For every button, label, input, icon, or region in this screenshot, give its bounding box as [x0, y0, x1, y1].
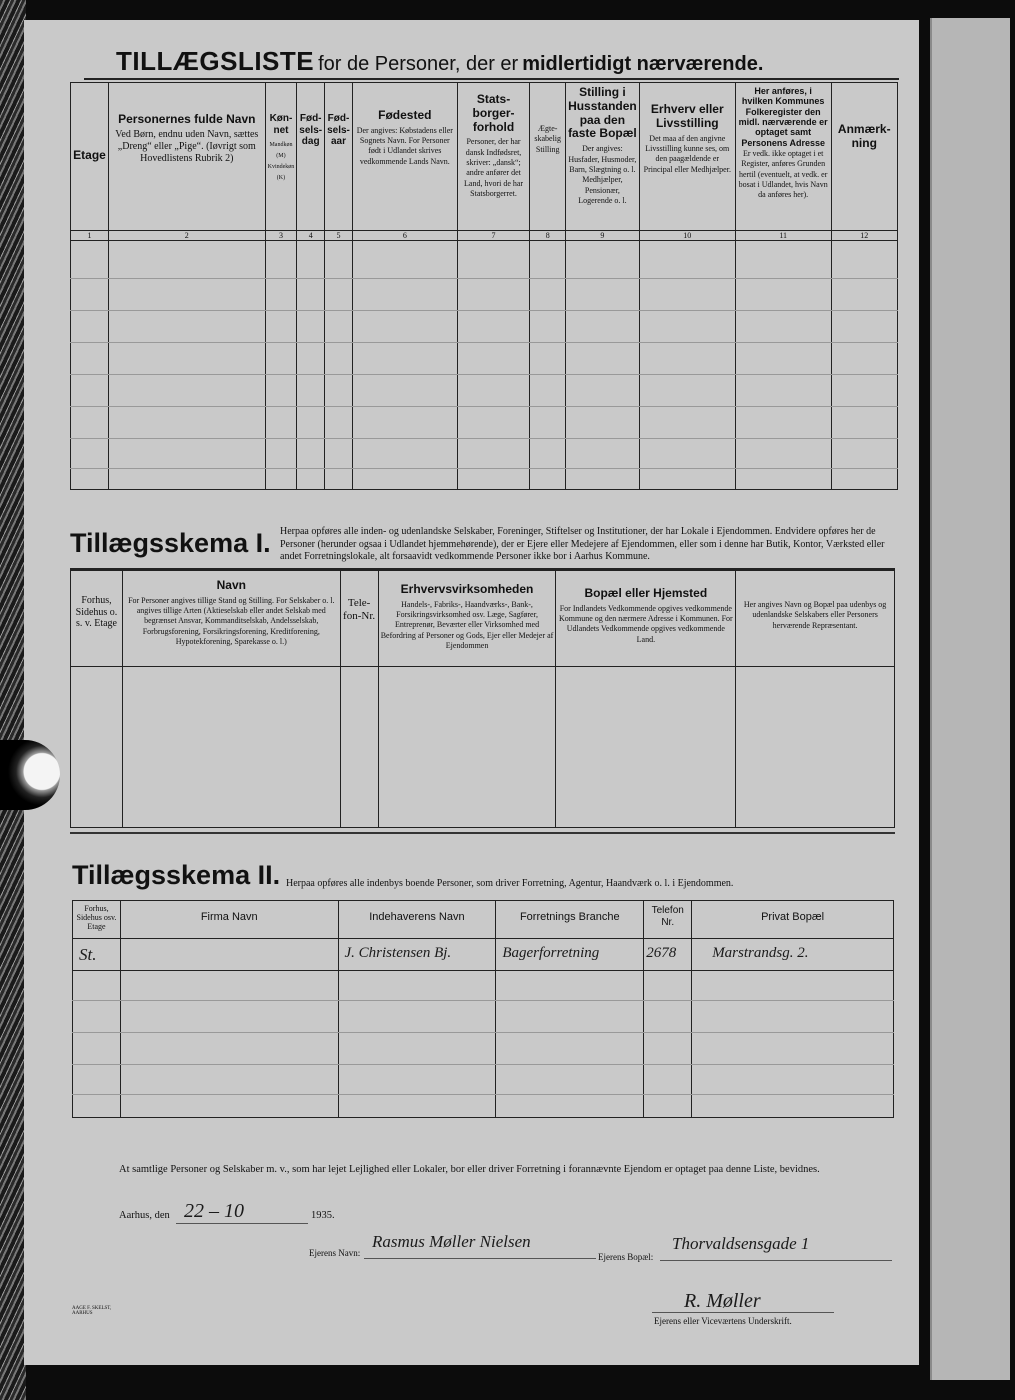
- footer-year: 1935.: [311, 1210, 335, 1221]
- s1-col-residence: Bopæl eller Hjemsted For Indlandets Vedkommende opgives vedkommende Kommune og den nærmere Adresse i Kommunen. For Udlandets Vedkommende opgives vedkommende Land.: [556, 571, 736, 667]
- col-header-remark: Anmærk-ning: [831, 83, 897, 231]
- schema1-header-row: [71, 571, 895, 667]
- col-header-birthyear: Fød-sels-aar: [325, 83, 353, 231]
- schema1-intro: Herpaa opføres alle inden- og udenlandske Selskaber, Foreninger, Stiftelser og Institutioner, der har Lokale i Ejendommen. Endvidere opføres her de Personer (herunder ogsaa i Udlandet hjemmehørende), der er Ejere eller Medejere af Ejendommen, eller som i denne har Butik, Kontor, Værksted eller andet Forretningslokale, alt forsaavidt vedkommende Personer ikke bor i Aarhus Kommune.: [280, 526, 885, 562]
- col-header-marital: Ægte-skabelig Stilling: [530, 83, 566, 231]
- schema2-table: [72, 900, 894, 1118]
- s1-col-etage: Forhus, Sidehus o. s. v. Etage: [71, 571, 123, 667]
- s2-entry-etage: St.: [73, 939, 121, 971]
- col-header-citizenship: Stats-borger-forhold Personer, der har dansk Indfødsret, skriver: „dansk“; andre anfører det Land, hvori de har Statsborgerret.: [457, 83, 530, 231]
- column-number-row: 1 2 3 4 5 6 7 8 9 10 11 12: [71, 231, 898, 241]
- col-header-etage: Etage: [71, 83, 109, 231]
- signature-label: Ejerens eller Viceværtens Underskrift.: [654, 1316, 792, 1326]
- owner-name-label: Ejerens Navn:: [309, 1248, 361, 1258]
- title-subtitle-bold: midlertidigt nærværende.: [522, 53, 764, 75]
- s2-entry-branch: Bagerforretning: [496, 939, 644, 971]
- col-header-birthplace: Fødested Der angives: Købstadens eller Sognets Navn. For Personer født i Udlandet skrives vedkommende Lands Navn.: [352, 83, 457, 231]
- schema2-entry-row: [73, 939, 894, 971]
- col-header-register: Her anføres, i hvilken Kommunes Folkeregister den midl. nærværende er optaget samt Personens Adresse Er vedk. ikke optaget i et Register, anføres Grunden hertil (eventuelt, at vedk. er bosat i Udlandet, hvis Navn da anføres her).: [735, 83, 831, 231]
- s2-col-firm: Firma Navn: [120, 901, 338, 939]
- printer-imprint: AAGE F. SKELST, AARHUS: [72, 1306, 112, 1316]
- main-header-row: [71, 83, 898, 231]
- owner-name-hand: Rasmus Møller Nielsen: [372, 1232, 531, 1251]
- s1-col-business: Erhvervsvirksomheden Handels-, Fabriks-, Haandværks-, Bank-, Forsikringsvirksomhed osv. Læge, Sagfører, Entreprenør, Beværter eller Virksomhed med Befordring af Personer og Gods, Ejer eller Medejer af Ejendommen: [378, 571, 556, 667]
- s2-col-etage: Forhus, Sidehus osv. Etage: [73, 901, 121, 939]
- main-table: [70, 82, 898, 490]
- col-header-occupation: Erhverv eller Livsstilling Det maa af den angivne Livsstilling kunne ses, om den paagældende er Principal eller Medhjælper.: [639, 83, 735, 231]
- s2-entry-address: Marstrandsg. 2.: [692, 939, 894, 971]
- s1-col-name: Navn For Personer angives tillige Stand og Stilling. For Selskaber o. l. angives tillige Arten (Aktieselskab eller andet Selskab med begrænset Ansvar, Kommanditselskab, Andelsselskab, Forbrugsforening, Forsikringsforening, Kreditforening, Hypotekforening, Sparekasse o. l.): [122, 571, 340, 667]
- s2-entry-phone: 2678: [644, 939, 692, 971]
- footer-date-hand: 22 – 10: [184, 1200, 244, 1222]
- col-header-household: Stilling i Husstanden paa den faste Bopæl Der angives: Husfader, Husmoder, Barn, Slægtning o. l. Medhjælper, Pensionær, Logerende o. l.: [566, 83, 640, 231]
- owner-address-hand: Thorvaldsensgade 1: [672, 1234, 810, 1253]
- s2-entry-owner: J. Christensen Bj.: [338, 939, 496, 971]
- schema2-header-row: [73, 901, 894, 939]
- next-page-edge: [930, 18, 1010, 1380]
- marbled-binding-edge: [0, 0, 26, 1400]
- s2-col-branch: Forretnings Branche: [496, 901, 644, 939]
- footer-place: Aarhus, den: [119, 1210, 170, 1221]
- col-header-birthday: Fød-sels-dag: [297, 83, 325, 231]
- schema1-title: Tillægsskema I.: [70, 528, 271, 558]
- s2-col-address: Privat Bopæl: [692, 901, 894, 939]
- schema1-table: [70, 570, 895, 828]
- owner-address-label: Ejerens Bopæl:: [598, 1252, 654, 1262]
- s1-col-representative: Her angives Navn og Bopæl paa udenbys og udenlandske Selskabers eller Personers herværende Repræsentant.: [736, 571, 895, 667]
- s2-col-owner: Indehaverens Navn: [338, 901, 496, 939]
- owner-signature-hand: R. Møller: [684, 1290, 761, 1312]
- col-header-gender: Køn-net Mandkøn (M) Kvindekøn (K): [265, 83, 297, 231]
- form-title: [116, 46, 763, 77]
- footer-statement: At samtlige Personer og Selskaber m. v., som har lejet Lejlighed eller Lokaler, bor eller driver Forretning i forannævnte Ejendom er optaget paa denne Liste, bevidnes.: [119, 1164, 820, 1175]
- col-header-name: Personernes fulde Navn Ved Børn, endnu uden Navn, sættes „Dreng“ eller „Pige“. (Iøvrigt som Hovedlistens Rubrik 2): [108, 83, 265, 231]
- s1-col-phone: Tele-fon-Nr.: [340, 571, 378, 667]
- schema2-body-row: [73, 971, 894, 1118]
- schema1-body-row: [71, 667, 895, 828]
- s2-col-phone: Telefon Nr.: [644, 901, 692, 939]
- schema2-title: Tillægsskema II.: [72, 860, 281, 890]
- s2-entry-firm: [120, 939, 338, 971]
- census-form-page: [24, 20, 919, 1365]
- title-subtitle: for de Personer, der er: [318, 53, 519, 75]
- schema2-intro: Herpaa opføres alle indenbys boende Personer, som driver Forretning, Agentur, Haandværk o. l. i Ejendommen.: [286, 878, 734, 889]
- title-main: TILLÆGSLISTE: [116, 46, 315, 76]
